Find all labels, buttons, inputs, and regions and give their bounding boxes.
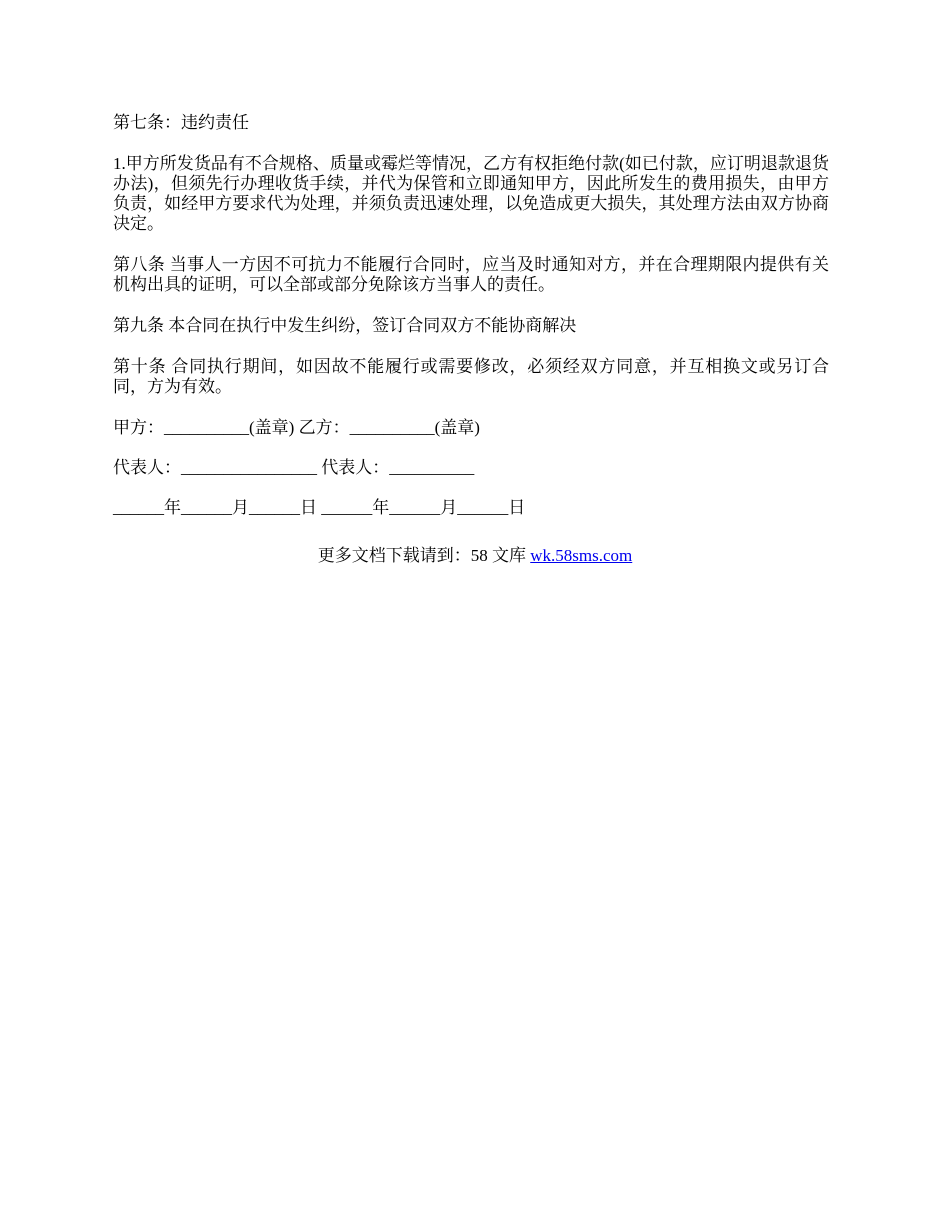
footer-text: 更多文档下载请到：58 文库 [317,546,531,565]
download-footer [0,546,950,566]
signature-parties: 甲方：__________(盖章) 乙方：__________(盖章) [113,418,480,437]
article-7-item-1: 1.甲方所发货品有不合规格、质量或霉烂等情况，乙方有权拒绝付款(如已付款，应订明退款退货办法)，但须先行办理收货手续，并代为保管和立即通知甲方，因此所发生的费用损失，由甲方负责，如经甲方要求代为处理，并须负责迅速处理，以免造成更大损失，其处理方法由双方协商决定。 [113,154,829,233]
footer-link[interactable]: wk.58sms.com [530,546,633,565]
signature-representatives: 代表人：________________ 代表人：__________ [113,458,475,477]
article-8: 第八条 当事人一方因不可抗力不能履行合同时，应当及时通知对方，并在合理期限内提供有关机构出具的证明，可以全部或部分免除该方当事人的责任。 [113,255,829,294]
article-10: 第十条 合同执行期间，如因故不能履行或需要修改，必须经双方同意，并互相换文或另订合同，方为有效。 [113,357,829,396]
article-7-title: 第七条：违约责任 [113,113,249,132]
signature-dates: ______年______月______日 ______年______月______日 [113,498,526,517]
article-9: 第九条 本合同在执行中发生纠纷，签订合同双方不能协商解决 [113,316,577,335]
document-body [113,113,829,538]
